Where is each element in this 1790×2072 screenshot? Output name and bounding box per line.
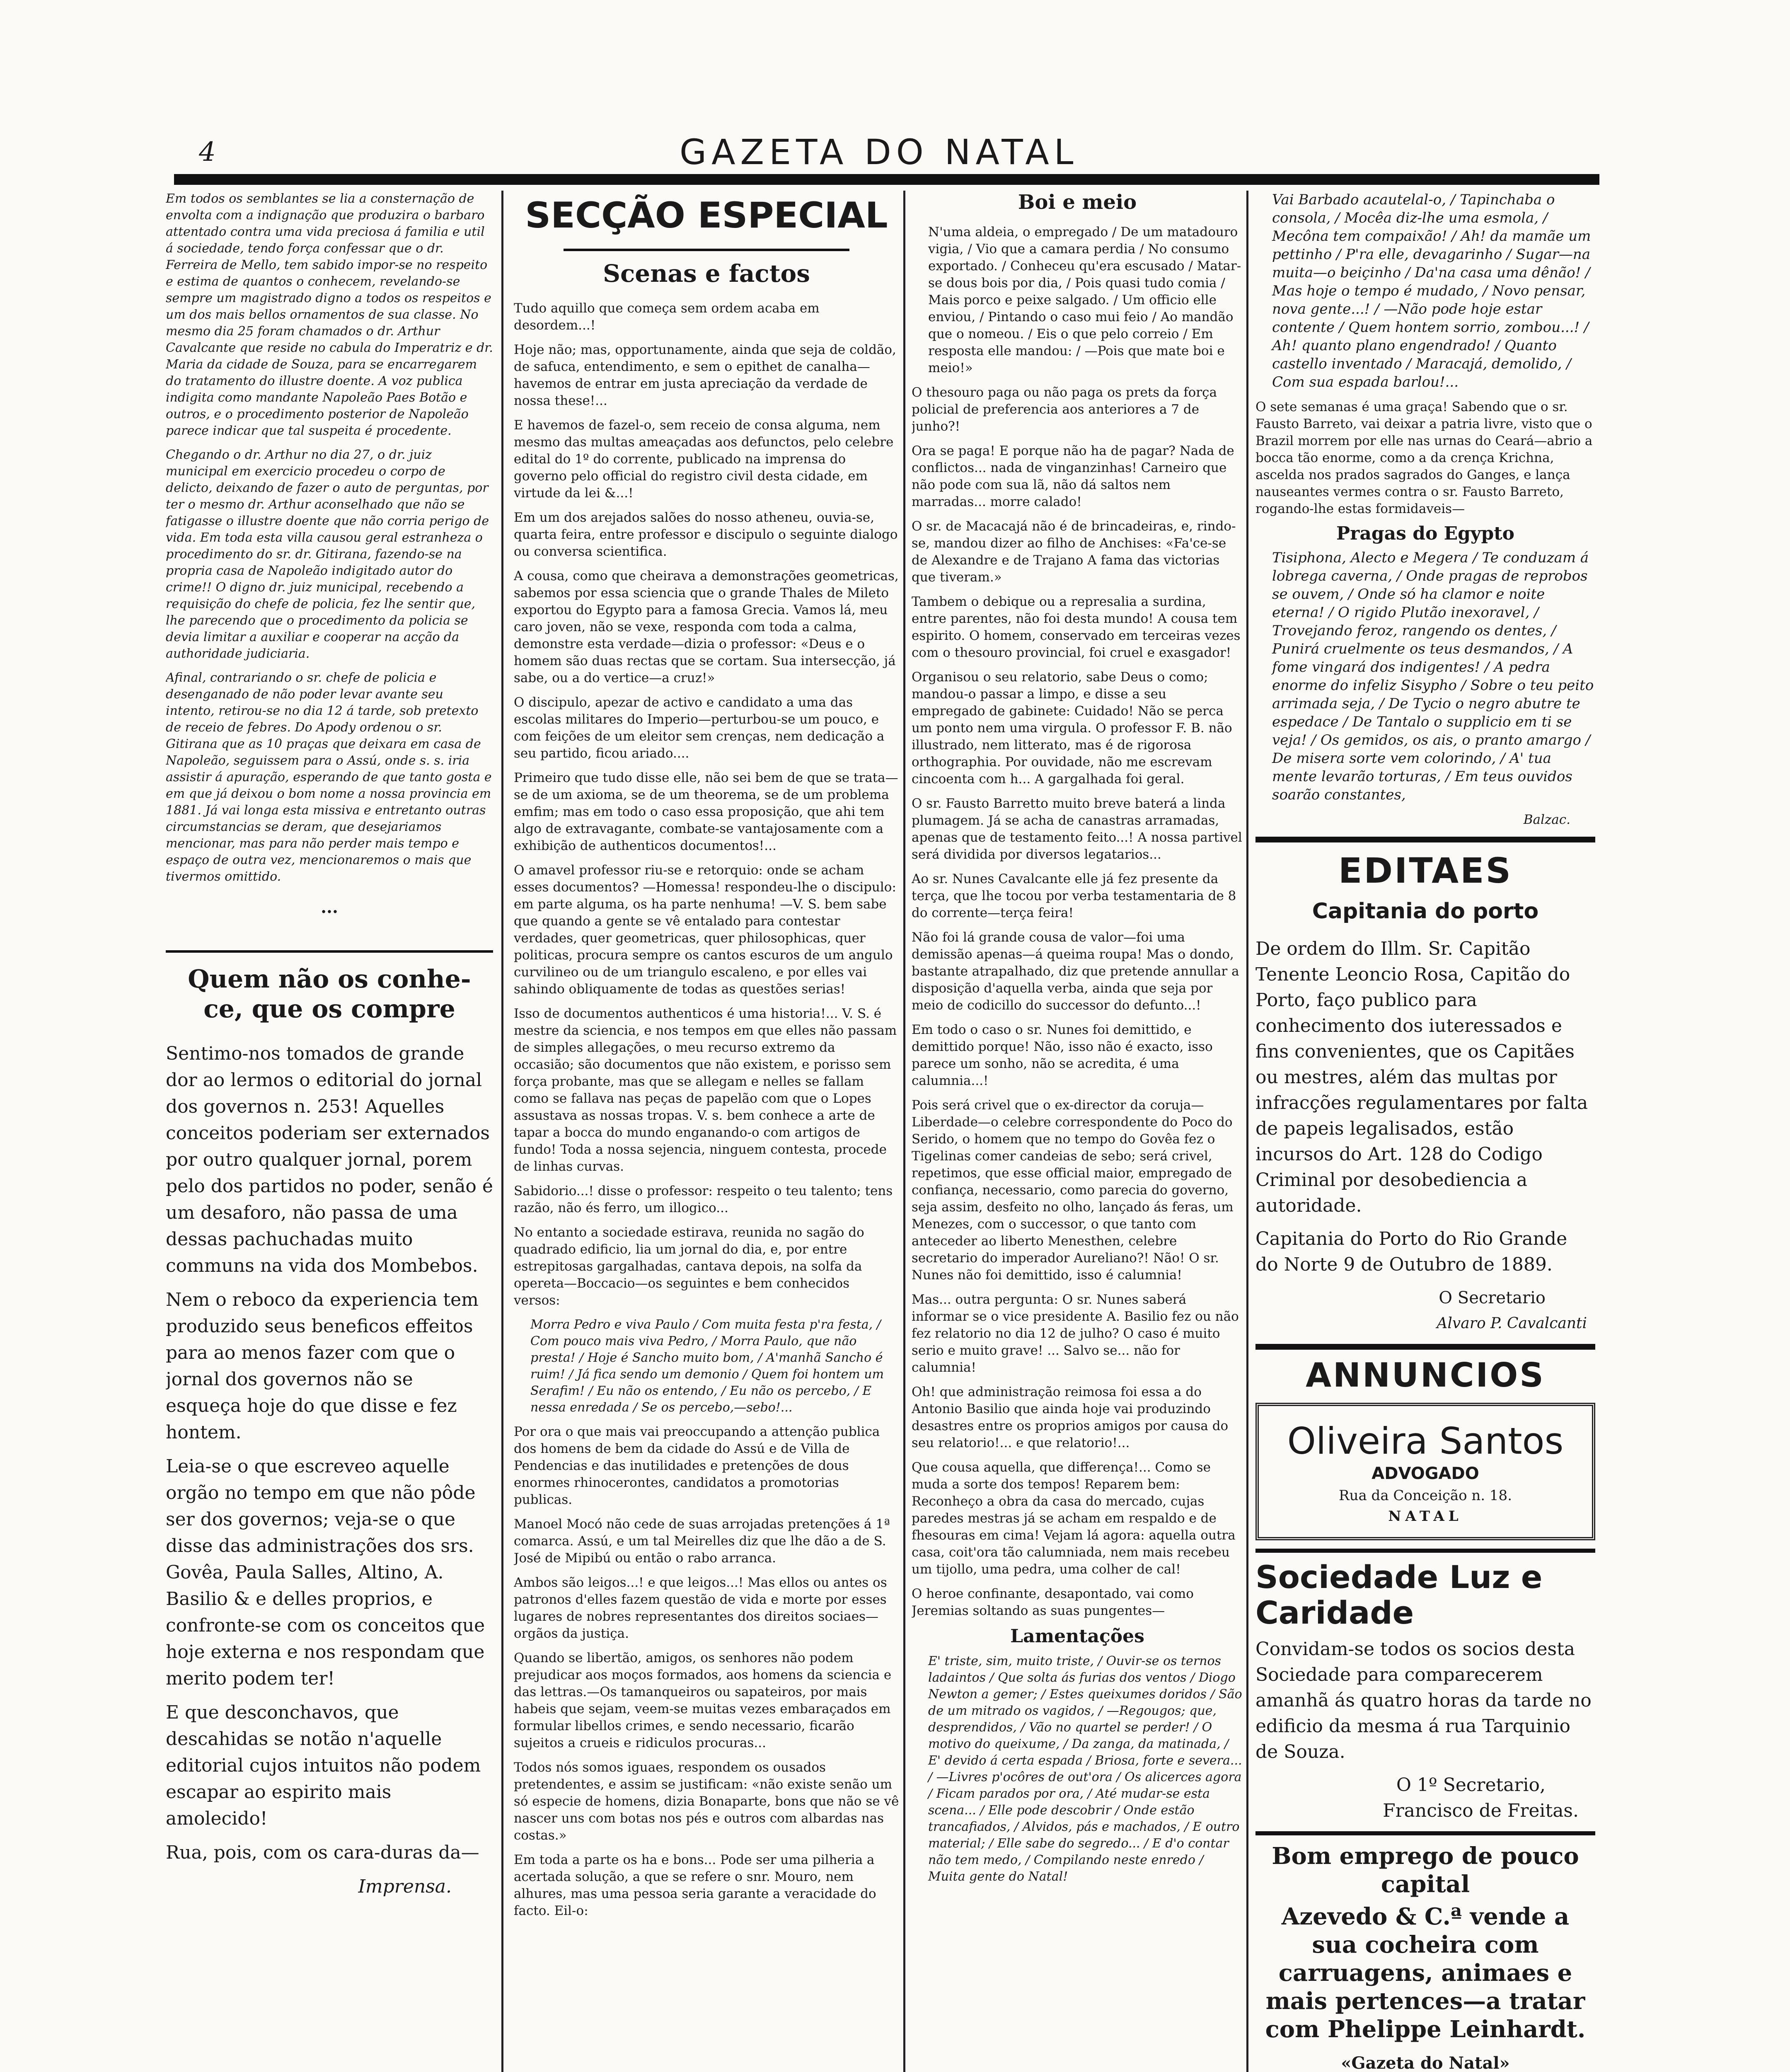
editaes-title: EDITAES [1338,850,1513,891]
verse: Morra Pedro e viva Paulo / Com muita festa p'ra festa, / Com pouco mais viva Pedro, / Morra Paulo, que não presta! / Hoje é Sancho muito bom, / A'manhã Sancho é ruim! / Já fica sendo um demonio / Quem foi hontem um Serafim! / Eu não os entendo, / Eu não os percebo, / E nessa enredada / Se os percebo,—sebo!... [530,1317,884,1415]
paragraph: E havemos de fazel-o, sem receio de consa alguma, nem mesmo das multas ameaçadas aos defunctos, pelo celebre edital do 1º do corrente, publicado na imprensa do governo pelo official do registro civil desta cidade, em virtude da lei &...! [514,418,894,501]
paragraph: Sabidorio...! disse o professor: respeito o teu talento; tens razão, não és ferro, um illogico... [514,1184,893,1215]
divider [1255,1344,1595,1350]
divider [166,950,493,953]
paragraph: O heroe confinante, desapontado, vai como Jeremias soltando as suas pungentes— [912,1586,1194,1618]
paragraph: Ora se paga! E porque não ha de pagar? Nada de conflictos... nada de vinganzinhas! Carneiro que não pode com sua lã, não dá saltos nem marradas... morre calado! [912,443,1234,509]
verse: Tisiphona, Alecto e Megera / Te conduzam á lobrega caverna, / Onde pragas de reprobos se ouvem, / Onde só ha clamor e noite eterna! / O rigido Plutão inexoravel, / Trovejando feroz, rangendo os dentes, / Punirá cruelmente os teus desmandos, / A fome vingará dos indigentes! / A pedra enorme do infeliz Sisypho / Sobre o teu peito arrimada seja, / De Tycio o negro abutre te espedace / De Tantalo o supplicio em ti se veja! / Os gemidos, os ais, o pranto amargo / De misera sorte vem colorindo, / A' tua mente levarão torturas, / Em teus ouvidos soarão constantes, [1272,549,1594,803]
paragraph: Hoje não; mas, opportunamente, ainda que seja de coldão, de safuca, entendimento, e sem o epithet de canalha—havemos de entrar em justa apreciação da verdade de nossa these!... [514,342,896,408]
advocate-name: Oliveira Santos [1287,1420,1564,1462]
column-1 [166,191,493,1907]
article-quem-nao-os-conhece [166,1041,493,1900]
verse: N'uma aldeia, o empregado / De um matadouro vigia, / Vio que a camara perdia / No consumo exportado. / Conheceu qu'era escusado / Matar-se dous bois por dia, / Pois quasi tudo comia / Mais porco e peixe salgado. / Um officio elle enviou, / Pintando o caso mui feio / Ao mandão que o nomeou. / Eis o que pelo correio / Em resposta elle mandou: / —Pois que mate boi e meio!» [928,225,1241,375]
page-number: 4 [199,137,216,167]
ad-sociedade-title: Sociedade Luz e Caridade [1255,1559,1543,1631]
paragraph: Organisou o seu relatorio, sabe Deus o como; mandou-o passar a limpo, e disse a seu empregado de gabinete: Cuidado! Não se perca um ponto nem uma virgula. O professor F. B. não illustrado, nem litterato, mas é de rigorosa orthographia. Por ouvidade, não me escrevam cincoenta com h... A gargalhada foi geral. [912,670,1232,787]
signature-name: Francisco de Freitas. [1383,1800,1579,1821]
paragraph: O discipulo, apezar de activo e candidato a uma das escolas militares do Imperio—perturbou-se um pouco, e com feições de um eleitor sem crenças, nem dedicação a seu partido, ficou ariado.... [514,695,885,761]
signature-title: O Secretario [1439,1288,1546,1307]
advocate-city: NATAL [1388,1508,1463,1525]
paragraph: Leia-se o que escreveo aquelle orgão no tempo em que não pôde ser dos governos; veja-se o que disse das administrações dos srs. Govêa, Paula Salles, Altino, A. Basilio & e delles proprios, e confronte-se com os conceitos que hoje externa e nos respondam que merito podem ter! [166,1456,485,1689]
paragraph: Convidam-se todos os socios desta Sociedade para comparecerem amanhã ás quatro horas da tarde no edificio da mesma á rua Tarquinio de Souza. [1255,1639,1592,1762]
paragraph: Ambos são leigos...! e que leigos...! Mas ellos ou antes os patronos d'elles fazem questão de vida e morte por esses lugares de nobres representantes dos direitos sociaes—orgãos da justiça. [514,1575,887,1641]
paragraph: No entanto a sociedade estirava, reunida no sagão do quadrado edificio, lia um jornal do dia, e, por entre estrepitosas gargalhadas, cantava depois, na solfa da opereta—Boccacio—os seguintes e bem conhecidos versos: [514,1225,864,1308]
column-divider [501,191,503,2072]
signature-title: O 1º Secretario, [1396,1774,1546,1796]
paragraph: Tambem o debique ou a represalia a surdina, entre parentes, não foi desta mundo! A cousa tem espirito. O homem, conservado em terceiras vezes com o thesouro provincial, foi cruel e exasgador! [912,594,1241,660]
column-4 [1255,191,1595,2072]
page-header [199,124,1583,182]
edital-capitania [1255,936,1595,1336]
signature: Imprensa. [358,1876,452,1897]
paragraph: Sentimo-nos tomados de grande dor ao lermos o editorial do jornal dos governos n. 253! Aquelles conceitos poderiam ser externados por outro qualquer jornal, porem pelo dos partidos no poder, senão é um desaforo, não passa de uma dessas pachuchadas muito communs na vida dos Mombebos. [166,1043,493,1276]
paragraph: De ordem do Illm. Sr. Capitão Tenente Leoncio Rosa, Capitão do Porto, faço publico para conhecimento dos iuteressados e fins convenientes, que os Capitães ou mestres, além das multas por infracções regulamentares por falta de papeis legalisados, estão incursos do Art. 128 do Codigo Criminal por desobediencia a autoridade. [1255,938,1588,1216]
paragraph: Em todo o caso o sr. Nunes foi demittido, e demittido porque! Não, isso não é exacto, isso parece um sonho, não se acredita, é uma calumnia...! [912,1022,1213,1088]
paragraph: O thesouro paga ou não paga os prets da força policial de preferencia aos anteriores a 7 de junho?! [912,385,1217,434]
paragraph: Todos nós somos iguaes, respondem os ousados pretendentes, e assim se justificam: «não existe senão um só especie de homens, dizia Bonaparte, bons que não se vê nascer uns com botas nos pés e outros com albardas nas costas.» [514,1760,899,1843]
column-divider [903,191,905,2072]
divider [1255,1831,1595,1835]
paragraph: O sr. de Macacajá não é de brincadeiras, e, rindo-se, mandou dizer ao filho de Anchises: «Fa'ce-se de Alexandre e de Trajano A fama das victorias que tiveram.» [912,519,1236,585]
divider [564,249,849,251]
ad-oliveira-santos [1255,1403,1595,1540]
section-title: SECÇÃO ESPECIAL [525,195,888,236]
signature-name: Alvaro P. Cavalcanti [1437,1315,1587,1332]
ad-cocheira-title: Bom emprego de pouco capital [1272,1842,1579,1898]
lamentacoes-title: Lamentações [1010,1626,1144,1647]
paragraph: Em toda a parte os ha e bons... Pode ser uma pilheria a acertada solução, a que se refere o snr. Mouro, nem alhures, mas uma pessoa seria garante a veracidade do facto. Eil-o: [514,1852,876,1918]
paragraph: Capitania do Porto do Rio Grande do Norte 9 de Outubro de 1889. [1255,1228,1567,1275]
advocate-address: Rua da Conceição n. 18. [1338,1487,1512,1504]
pragas-title: Pragas do Egypto [1336,523,1514,544]
article-scenas-e-factos [514,300,899,1920]
paragraph: Ao sr. Nunes Cavalcante elle já fez presente da terça, que lhe tocou por verba testamentaria de 8 do corrente—terça feira! [912,871,1236,920]
header-rule [174,174,1599,185]
article-title: Quem não os conhe- ce, que os compre [188,965,471,1024]
paragraph: Em um dos arejados salões do nosso atheneu, ouvia-se, quarta feira, entre professor e discipulo o seguinte dialogo ou conversa scientifica. [514,510,898,559]
paragraph: Primeiro que tudo disse elle, não sei bem de que se trata—se de um axioma, se de um theorema, se de um problema emfim; mas em todo o caso essa proposição, que ahi tem algo de extravagante, combate-se vantajosamente com a exhibição de authenticos documentos!... [514,770,898,853]
annuncios-title: ANNUNCIOS [1306,1356,1545,1394]
ellipsis: ... [321,898,338,917]
article-continuation [1255,191,1595,828]
verse: Vai Barbado acautelal-o, / Tapinchaba o consola, / Mocêa diz-lhe uma esmola, / Mecôna tem compaixão! / Ah! da mamãe um pettinho / P'ra elle, devagarinho / Sugar—na muita—o beiçinho / Da'na casa uma dênão! / Mas hoje o tempo é mudado, / Novo pensar, nova gente...! / —Não pode hoje estar contente / Quem hontem sorrio, zombou...! / Ah! quanto plano engendrado! / Quanto castello inventado / Maracajá, demolido, / Com sua espada barlou!... [1272,191,1591,390]
paragraph: A cousa, como que cheirava a demonstrações geometricas, sabemos por essa sciencia que o grande Thales de Mileto exportou do Egypto para a famosa Grecia. Vamos lá, meu caro joven, não se vexe, responda com toda a calma, demonstre esta verdade—dizia o professor: «Deus e o homem são duas rectas que se cortam. Sua intersecção, já sabe, ou a do vertice—a cruz!» [514,569,899,685]
signature: Balzac. [1523,812,1570,827]
paragraph: Que cousa aquella, que differença!... Como se muda a sorte dos tempos! Reparem bem: Reconheço a obra da casa do mercado, cujas paredes mestras já se acham em respaldo e de fhesouras em cima! Vejam lá agora: aquella outra casa, coit'ora tão calumniada, nem mais recebeu um tijollo, uma pedra, uma colher de cal! [912,1460,1236,1577]
paragraph: Rua, pois, com os cara-duras da— [166,1842,479,1863]
divider [1255,1549,1595,1553]
paragraph: Oh! que administração reimosa foi essa a do Antonio Basilio que ainda hoje vai produzindo desastres entre os proprios amigos por causa do seu relatorio!... e que relatorio!... [912,1385,1229,1450]
column-2 [514,191,899,1927]
paragraph: E que desconchavos, que descahidas se notão n'aquelle editorial cujos intuitos não podem escapar ao espirito mais amolecido! [166,1702,481,1829]
verse: E' triste, sim, muito triste, / Ouvir-se os ternos ladaintos / Que solta ás furias dos ventos / Diogo Newton a gemer; / Estes queixumes doridos / São de um mitrado os vagidos, / —Regougos; que, desprendidos, / Vão no quartel se perder! / O motivo do queixume, / Da zanga, da matinada, / E' devido á certa espada / Briosa, forte e severa... / —Livres p'ocôres de out'ora / Os alicerces agora / Ficam parados por ora, / Até mudar-se esta scena... / Elle pode descobrir / Onde estão trancafiados, / Alvidos, pás e machados, / E outro material; / Elle sabe do segredo... / E d'o contar não tem medo, / Compilando neste enredo / Muita gente do Natal! [928,1654,1242,1884]
article-correspondence [166,191,493,885]
poem-title: Boi e meio [1018,191,1137,214]
paragraph: O sete semanas é uma graça! Sabendo que o sr. Fausto Barreto, vai deixar a patria livre, visto que o Brazil morrem por elle nas urnas do Ceará—abrio a bocca tão enorme, como a da crença Krichna, ascelda nos prados sagrados do Ganges, e lança nauseantes vermes contra o sr. Fausto Barreto, rogando-lhe estas formidaveis— [1255,399,1593,516]
paragraph: Mas... outra pergunta: O sr. Nunes saberá informar se o vice presidente A. Basilio fez ou não fez relatorio no dia 12 de julho? O caso é muito serio e muito grave! ... Salvo se... não for calumnia! [912,1292,1239,1375]
paragraph: Não foi lá grande cousa de valor—foi uma demissão apenas—á queima roupa! Mas o dondo, bastante atrapalhado, diz que pretende annullar a disposição d'aquella verba, ainda que seja por meio de codicillo do successor do defunto...! [912,930,1239,1013]
paragraph: O sr. Fausto Barretto muito breve baterá a linda plumagem. Já se acha de canastras arramadas, apenas que de testamento feito...! A nossa partivel será dividida por diversos legatarios... [912,796,1242,862]
paragraph: Nem o reboco da experiencia tem produzido seus beneficos effeitos para ao menos fazer com que o jornal dos governos não se esqueça hoje do que disse e fez hontem. [166,1289,479,1443]
paragraph: Pois será crivel que o ex-director da coruja—Liberdade—o celebre correspondente do Poco do Serido, o homem que no tempo do Govêa fez o Tigelinas comer candeias de sebo; será crivel, repetimos, que esse official maior, empregado de confiança, necessario, como parecia do governo, seja assim, desfeito no olho, lançado ás feras, um Menezes, com o successor, o que tanto com anteceder ao liberto Menesthen, celebre secretario do imperador Aureliano?! Não! O sr. Nunes não foi demittido, isso é calumnia! [912,1098,1234,1283]
paragraph: Afinal, contrariando o sr. chefe de policia e desenganado de não poder levar avante seu intento, retirou-se no dia 12 á tarde, sob pretexto de receio de febres. Do Apody ordenou o sr. Gitirana que as 10 praças que deixara em casa de Napoleão, seguissem para o Assú, onde s. s. iria assistir á apuração, esperando de que tanto gosta e em que já deixou o bom nome a nossa provincia em 1881. Já vai longa esta missiva e entretanto outras circumstancias se deram, que desejariamos mencionar, mas para não perder mais tempo e espaço de outra vez, mencionaremos o mais que tivermos omittido. [166,670,492,884]
column-divider [1246,191,1248,2072]
paragraph: Chegando o dr. Arthur no dia 27, o dr. juiz municipal em exercicio procedeu o corpo de delicto, deixando de fazer o auto de perguntas, por ter o mesmo dr. Arthur aconselhado que não se fatigasse o illustre doente que não corria perigo de vida. Em toda esta villa causou geral estranheza o procedimento do sr. dr. Gitirana, fazendo-se na propria casa de Napoleão indigitado autor do crime!! O digno dr. juiz municipal, recebendo a requisição do chefe de policia, fez lhe sentir que, lhe parecendo que o procedimento da policia se devia limitar a auxiliar e cooperar na acção da authoridade judiciaria. [166,448,489,661]
section-subtitle: Scenas e factos [603,259,810,288]
paragraph: Isso de documentos authenticos é uma historia!... V. S. é mestre da sciencia, e nos tempos em que elles não passam de simples allegações, o meu recurso extremo da occasião; são documentos que não existem, e porisso sem força probante, mas que se allegam e nelles se fallam como se fallava nas peças de papelão com que o Lopes assustava as nossas tropas. V. s. bem conhece a arte de tapar a bocca do mundo enganando-o com artigos de fundo! Toda a nossa sejencia, ninguem contesta, procede de linhas curvas. [514,1006,897,1174]
paragraph: Por ora o que mais vai preoccupando a attenção publica dos homens de bem da cidade do Assú e de Villa de Pendencias e das inutilidades e pretenções de dous enormes rhinocerontes, candidatos a promotorias publicas. [514,1424,880,1507]
divider [1255,837,1595,842]
paragraph: Manoel Mocó não cede de suas arrojadas pretenções á 1ª comarca. Assú, e um tal Meirelles diz que lhe dão a de S. José de Mipibú ou então o rabo arranca. [514,1517,890,1566]
paragraph: O amavel professor riu-se e retorquio: onde se acham esses documentos? —Homessa! respondeu-lhe o discipulo: em parte alguma, os ha parte nenhuma! —V. S. bem sabe que quando a gente se vê entalado para contestar verdades, quer geometricas, quer philosophicas, quer politicas, procura sempre os cantos escuros de um angulo curvilineo ou de um triangulo escaleno, e por elles vai sahindo obliquamente de todas as questões serias! [514,863,896,997]
paragraph: Quando se libertão, amigos, os senhores não podem prejudicar aos moços formados, aos homens da sciencia e das lettras.—Os tamanqueiros ou sapateiros, por mais habeis que sejam, veem-se muitas vezes embaraçados em formular libellos crimes, e sendo necessario, ficarão sujeitos a crueis e ridiculos procuras... [514,1651,892,1750]
article-boi-e-meio [912,224,1243,1885]
advocate-role: ADVOGADO [1372,1464,1479,1483]
newspaper-title: GAZETA DO NATAL [680,132,1079,172]
editaes-subtitle: Capitania do porto [1312,899,1539,924]
column-3 [912,191,1243,1893]
ad-signature: «Gazeta do Natal» [1341,2053,1510,2072]
paragraph: Em todos os semblantes se lia a consternação de envolta com a indignação que produzira o barbaro attentado contra uma vida preciosa á familia e util á sociedade, tendo força confessar que o dr. Ferreira de Mello, tem sabido impor-se no respeito e estima de quantos o conhecem, revelando-se sempre um magistrado digno a todos os respeitos e um dos mais bellos ornamentos de sua classe. No mesmo dia 25 foram chamados o dr. Arthur Cavalcante que reside no cabula do Imperatriz e dr. Maria da cidade de Souza, para se encarregarem do tratamento do illustre doente. A voz publica indigita como mandante Napoleão Paes Botão e outros, e o procedimento posterior de Napoleão parece indicar que tal suspeita é procedente. [166,191,493,438]
ad-sociedade [1255,1636,1595,1824]
ad-cocheira-text: Azevedo & C.ª vende a sua cocheira com carruagens, animaes e mais pertences—a tratar com Phelippe Leinhardt. [1265,1903,1586,2043]
paragraph: Tudo aquillo que começa sem ordem acaba em desordem...! [514,301,820,333]
